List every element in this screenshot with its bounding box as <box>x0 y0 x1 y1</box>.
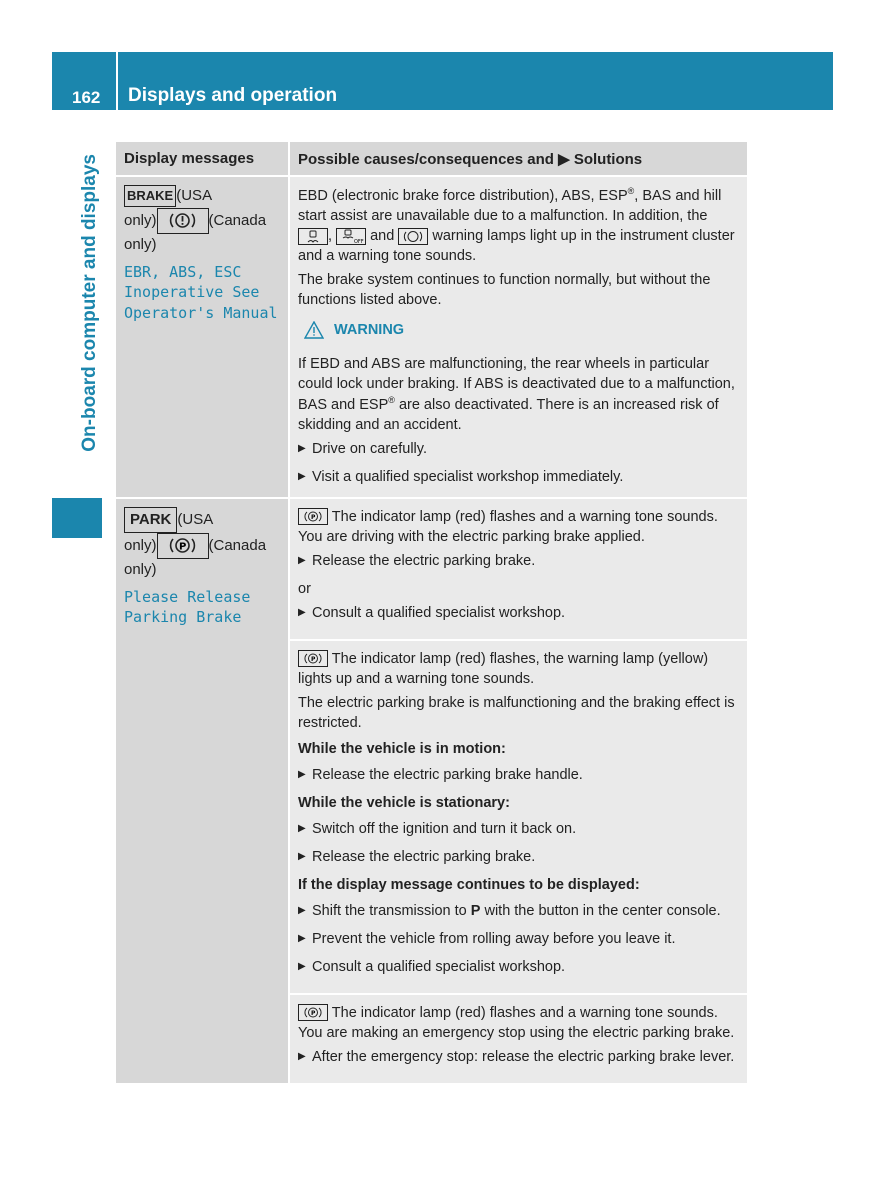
warning-label: WARNING <box>334 321 405 338</box>
message-line: Parking Brake <box>124 608 242 627</box>
subheading: While the vehicle is stationary: <box>298 794 510 811</box>
parking-brake-icon <box>298 650 328 667</box>
cause-paragraph: The brake system continues to function normally, but without the functions listed above. <box>298 271 711 308</box>
text-span: The indicator lamp (red) flashes and a warning tone sounds. You are making an emergency stop using the electric parking brake. <box>298 1004 735 1041</box>
list-item-text: Consult a qualified specialist workshop. <box>312 604 566 621</box>
subheading: While the vehicle is in motion: <box>298 740 506 757</box>
display-message-cell <box>116 177 288 497</box>
causes-solutions-cell <box>288 499 747 1083</box>
list-item-text: Release the electric parking brake handle. <box>312 766 583 783</box>
park-badge: PARK <box>124 507 177 533</box>
header-causes-solutions: Possible causes/consequences and ▶ Solutions <box>288 142 747 175</box>
list-item-text: Release the electric parking brake. <box>312 552 536 569</box>
list-item-text <box>312 901 721 921</box>
brake-badge: BRAKE <box>124 185 176 207</box>
list-item <box>298 765 741 785</box>
esp-off-icon <box>336 228 366 245</box>
list-item <box>298 901 741 921</box>
warning-heading <box>304 320 741 340</box>
triangle-right-icon: ▶ <box>298 822 306 834</box>
side-tab-label: On-board computer and displays <box>79 154 100 452</box>
list-item <box>298 929 741 949</box>
list-item <box>298 551 741 571</box>
display-message-text <box>124 587 282 628</box>
only-label: only) <box>124 211 157 229</box>
cause-block <box>290 993 747 1083</box>
table-header <box>116 142 747 175</box>
svg-text:OFF: OFF <box>354 238 364 244</box>
text-span: are also deactivated. There is an increased risk of skidding and an accident. <box>298 396 719 433</box>
header-display-messages: Display messages <box>124 150 255 167</box>
message-line: EBR, ABS, ESC <box>124 263 242 281</box>
abs-icon <box>398 228 428 245</box>
svg-text:P: P <box>311 1010 316 1018</box>
canada-label: (Canada <box>208 211 267 229</box>
triangle-right-icon: ▶ <box>298 554 306 566</box>
message-line: Operator's Manual <box>124 303 278 322</box>
text-span: and <box>370 227 395 244</box>
text-span: EBD (electronic brake force distribution), ABS, ESP <box>298 187 628 204</box>
page-number: 162 <box>72 88 101 107</box>
cause-block <box>290 177 747 497</box>
list-item <box>298 467 741 487</box>
canada-label: (Canada <box>208 536 267 554</box>
display-message-cell <box>116 499 288 1083</box>
only-label: only) <box>124 560 157 578</box>
cause-paragraph <box>298 649 741 689</box>
triangle-right-icon: ▶ <box>298 904 306 916</box>
svg-text:P: P <box>311 656 316 664</box>
subheading: If the display message continues to be displayed: <box>298 876 640 893</box>
header-separator <box>116 52 118 110</box>
list-item-text: Drive on carefully. <box>312 440 427 457</box>
list-item-text: Visit a qualified specialist workshop immediately. <box>312 468 624 485</box>
cause-paragraph <box>298 1003 741 1043</box>
triangle-right-icon: ▶ <box>298 470 306 482</box>
list-item <box>298 819 741 839</box>
svg-text:P: P <box>311 514 316 522</box>
text-span: If EBD and ABS are malfunctioning, the rear wheels in particular could lock under braking. If ABS is deactivated due to a malfunction, BAS and ESP <box>298 355 735 413</box>
cause-paragraph <box>298 185 741 266</box>
triangle-right-icon: ▶ <box>298 1050 306 1062</box>
triangle-right-icon: ▶ <box>298 768 306 780</box>
cause-paragraph: The electric parking brake is malfunctioning and the braking effect is restricted. <box>298 694 735 731</box>
triangle-right-icon: ▶ <box>298 850 306 862</box>
list-item <box>298 957 741 977</box>
triangle-right-icon: ▶ <box>298 932 306 944</box>
text-span: , <box>328 227 333 244</box>
only-label: only) <box>124 536 157 554</box>
side-tab-marker <box>52 498 102 538</box>
cause-block <box>290 639 747 993</box>
text-span: The indicator lamp (red) flashes, the warning lamp (yellow) lights up and a warning tone sounds. <box>298 650 709 687</box>
registered-mark: ® <box>627 186 635 196</box>
cause-paragraph <box>298 507 741 547</box>
text-span: The indicator lamp (red) flashes and a warning tone sounds. You are driving with the electric parking brake applied. <box>298 508 718 545</box>
list-item <box>298 1047 741 1067</box>
list-item-text: Consult a qualified specialist workshop. <box>312 958 566 975</box>
section-title: Displays and operation <box>128 85 338 106</box>
usa-label: (USA <box>177 510 214 528</box>
text-span: Shift the transmission to <box>312 902 471 919</box>
parking-brake-icon <box>157 533 209 559</box>
parking-brake-icon <box>298 1004 328 1021</box>
list-item <box>298 603 741 623</box>
causes-solutions-cell <box>288 177 747 497</box>
parking-brake-icon <box>298 508 328 525</box>
brake-warning-icon <box>157 208 209 234</box>
gear-p: P <box>470 902 481 919</box>
only-label: only) <box>124 235 157 253</box>
text-span: , BAS and hill start assist are unavailable due to a malfunction. In addition, the <box>298 187 722 224</box>
table-row <box>116 175 747 497</box>
table-row <box>116 497 747 1083</box>
list-item-text: Prevent the vehicle from rolling away before you leave it. <box>312 930 676 947</box>
list-item <box>298 847 741 867</box>
message-line: Inoperative See <box>124 283 260 302</box>
message-line: Please Release <box>124 588 251 607</box>
list-item <box>298 439 741 459</box>
list-item-text: Release the electric parking brake. <box>312 848 536 865</box>
list-item-text: After the emergency stop: release the electric parking brake lever. <box>312 1048 735 1065</box>
message-table <box>116 142 747 1083</box>
triangle-right-icon: ▶ <box>298 442 306 454</box>
registered-mark: ® <box>388 394 395 405</box>
warning-paragraph <box>298 354 741 435</box>
usa-label: (USA <box>176 187 213 204</box>
list-item-text: Switch off the ignition and turn it back on. <box>312 820 577 837</box>
text-span: warning lamps light up in the instrument cluster and a warning tone sounds. <box>298 227 735 264</box>
svg-text:P: P <box>178 541 186 553</box>
or-text: or <box>298 580 311 597</box>
warning-triangle-icon <box>304 321 324 339</box>
triangle-right-icon: ▶ <box>298 960 306 972</box>
cause-block <box>290 499 747 639</box>
display-message-text <box>124 262 282 323</box>
text-span: with the button in the center console. <box>480 902 721 919</box>
triangle-right-icon: ▶ <box>298 606 306 618</box>
esp-icon <box>298 228 328 245</box>
